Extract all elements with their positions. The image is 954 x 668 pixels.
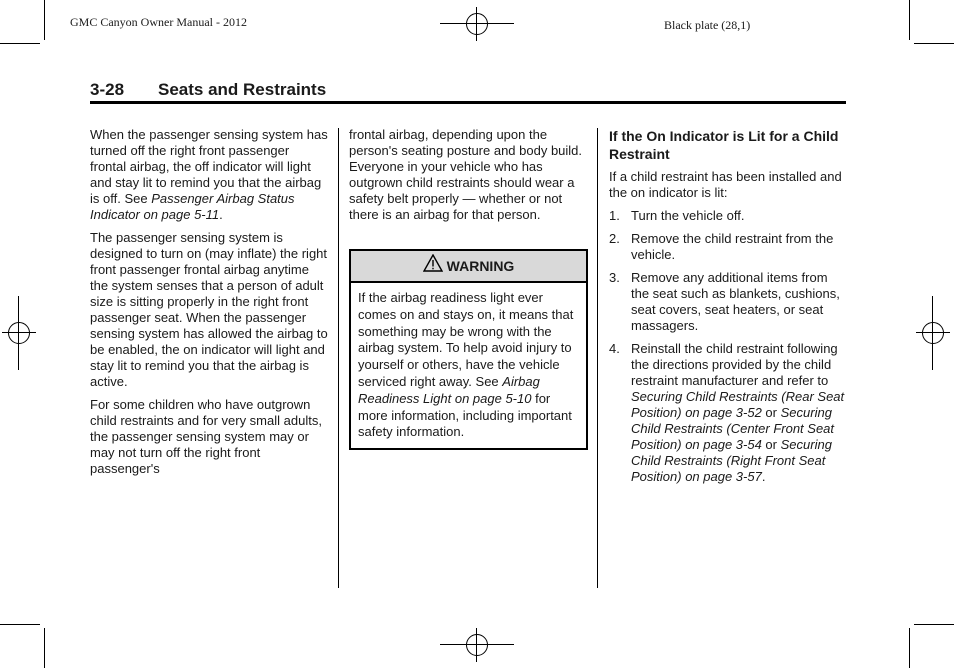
section-title: Seats and Restraints — [158, 80, 327, 99]
column-divider — [338, 128, 339, 588]
paragraph: If a child restraint has been installed and the on indicator is lit: — [609, 169, 842, 200]
column-1 — [90, 127, 328, 484]
crop-mark — [44, 628, 45, 668]
registration-mark-icon — [2, 316, 36, 350]
crop-mark — [440, 23, 514, 24]
cross-reference[interactable]: Airbag Readiness Light on page 5-10 — [358, 373, 540, 406]
warning-body: If the airbag readiness light ever comes on and stays on, it means that something may be wrong with the airbag system. To help avoid injury to yourself or others, have the vehicle serviced right away. See Airbag Readiness Light on page 5-10 for more information, including important safety information. — [358, 290, 574, 440]
registration-mark-icon — [916, 316, 950, 350]
column-3 — [609, 127, 849, 492]
warning-box — [349, 249, 588, 450]
section-header — [90, 80, 846, 100]
list-item: 2. Remove the child restraint from the vehicle. — [609, 231, 834, 262]
crop-mark — [44, 0, 45, 40]
paragraph: For some children who have outgrown child restraints and for very small adults, the passenger sensing system may or may not turn off the right front passenger's — [90, 397, 322, 476]
steps-list — [609, 208, 849, 485]
registration-mark-icon — [460, 7, 494, 41]
column-2 — [349, 127, 585, 230]
paragraph: When the passenger sensing system has turned off the right front passenger frontal airbag, the off indicator will light and stay lit to remind you that the airbag is off. See Passenger Airbag Status Indicator on page 5-11. — [90, 127, 328, 222]
crop-mark — [18, 296, 19, 370]
list-item: 3. Remove any additional items from the seat such as blankets, cushions, seat covers, seat heaters, or seat massagers. — [609, 270, 840, 333]
subsection-heading: If the On Indicator is Lit for a Child Restraint — [609, 128, 839, 162]
crop-mark — [909, 628, 910, 668]
warning-header — [351, 251, 586, 283]
cross-reference[interactable]: Securing Child Restraints (Rear Seat Position) on page 3-52 — [631, 389, 845, 420]
crop-mark — [440, 644, 514, 645]
list-item: 4. Reinstall the child restraint following the directions provided by the child restraint manufacturer and refer to Securing Child Restraints (Rear Seat Position) on page 3-52 or Securing Child Restraints (Center Front Seat Position) on page 3-54 or Securing Child Restraints (Right Front Seat Position) on page 3-57. — [609, 341, 845, 484]
cross-reference[interactable]: Securing Child Restraints (Center Front Seat Position) on page 3-54 — [631, 405, 835, 452]
warning-label: WARNING — [446, 258, 515, 274]
cross-reference[interactable]: Securing Child Restraints (Right Front Seat Position) on page 3-57 — [631, 437, 832, 484]
crop-mark — [932, 296, 933, 370]
cross-reference[interactable]: Passenger Airbag Status Indicator on page 5-11 — [90, 191, 295, 222]
plate-label: Black plate (28,1) — [664, 18, 751, 32]
list-item: 1. Turn the vehicle off. — [609, 208, 745, 223]
crop-mark — [909, 0, 910, 40]
paragraph: frontal airbag, depending upon the person's seating posture and body build. Everyone in your vehicle who has outgrown child restraints should wear a safety belt properly — whether or not there is an airbag for that person. — [349, 127, 583, 222]
warning-triangle-icon — [423, 252, 443, 282]
manual-title: GMC Canyon Owner Manual - 2012 — [70, 15, 247, 29]
crop-mark — [914, 624, 954, 625]
paragraph: The passenger sensing system is designed to turn on (may inflate) the right front passenger frontal airbag anytime the system senses that a person of adult size is sitting properly in the right front passenger seat. When the passenger sensing system has allowed the airbag to be enabled, the on indicator will light and stay lit to remind you that the airbag is active. — [90, 230, 328, 389]
column-divider — [597, 128, 598, 588]
header-rule — [90, 101, 846, 104]
crop-mark — [0, 43, 40, 44]
crop-mark — [914, 43, 954, 44]
page-number: 3-28 — [90, 80, 125, 99]
crop-mark — [0, 624, 40, 625]
registration-mark-icon — [460, 628, 494, 662]
